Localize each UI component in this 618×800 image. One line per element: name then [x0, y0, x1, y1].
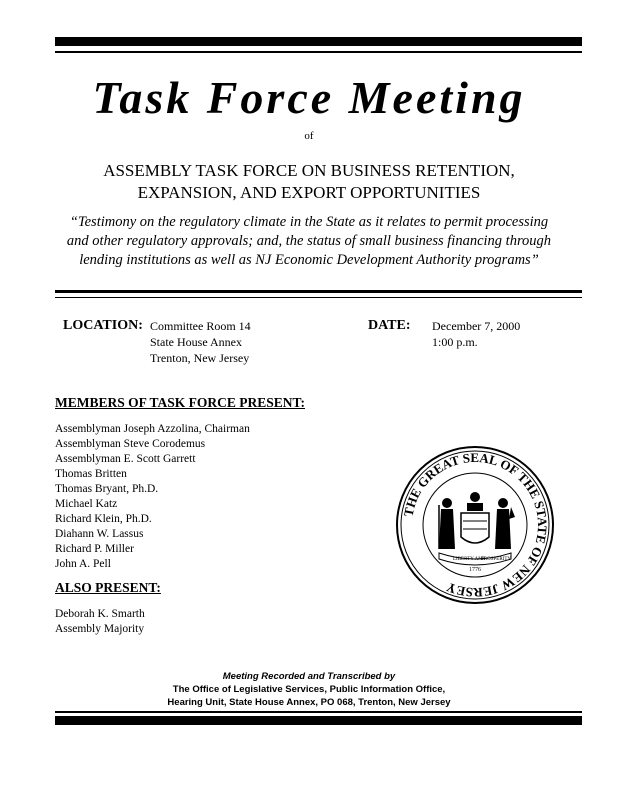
top-rule-thick [55, 37, 582, 46]
seal-ribbon-left: LIBERTY AND [453, 557, 486, 562]
bottom-rule-thick [55, 716, 582, 725]
date-label: DATE: [368, 318, 411, 333]
member-name: Diahann W. Lassus [55, 528, 144, 540]
member-name: Assemblyman Steve Corodemus [55, 438, 206, 450]
member-name: Michael Katz [55, 498, 118, 510]
seal-shield-icon [461, 492, 489, 543]
middle-rule-thick [55, 290, 582, 293]
members-list [55, 422, 250, 572]
member-name: Thomas Bryant, Ph.D. [55, 483, 159, 495]
bottom-rule-thin [55, 711, 582, 713]
committee-name [0, 160, 618, 204]
also-present-heading: ALSO PRESENT: [55, 580, 161, 595]
top-rule-thin [55, 51, 582, 53]
seal-figure-liberty-icon [439, 498, 455, 549]
members-heading: MEMBERS OF TASK FORCE PRESENT: [55, 395, 306, 410]
footer-line1: The Office of Legislative Services, Public Information Office, [172, 684, 446, 695]
of-word: of [304, 130, 314, 142]
seal-year: 1776 [469, 567, 481, 573]
member-name: John A. Pell [55, 558, 111, 570]
seal-ring-text: THE GREAT SEAL OF THE STATE OF NEW JERSEY [400, 449, 551, 601]
location-line: State House Annex [150, 335, 242, 349]
also-present-name: Deborah K. Smarth [55, 608, 145, 620]
location-line: Committee Room 14 [150, 319, 251, 333]
great-seal-of-new-jersey [395, 445, 555, 605]
page-title: Task Force Meeting [92, 72, 526, 123]
date-line: 1:00 p.m. [432, 335, 478, 349]
footer-title: Meeting Recorded and Transcribed by [222, 671, 396, 682]
footer-line2: Hearing Unit, State House Annex, PO 068, Trenton, New Jersey [167, 697, 451, 708]
also-present-list [55, 607, 145, 637]
committee-name-line1: ASSEMBLY TASK FORCE ON BUSINESS RETENTION, [103, 161, 515, 180]
location-value [150, 318, 251, 366]
seal-figure-ceres-icon [495, 498, 515, 549]
member-name: Assemblyman E. Scott Garrett [55, 453, 196, 465]
member-name: Thomas Britten [55, 468, 127, 480]
also-present-name: Assembly Majority [55, 623, 145, 635]
date-line: December 7, 2000 [432, 319, 521, 333]
location-line: Trenton, New Jersey [150, 351, 250, 365]
member-name: Assemblyman Joseph Azzolina, Chairman [55, 423, 250, 435]
member-name: Richard P. Miller [55, 543, 134, 555]
middle-rule-thin [55, 297, 582, 298]
member-name: Richard Klein, Ph.D. [55, 513, 152, 525]
location-label: LOCATION: [63, 318, 143, 333]
committee-name-line2: EXPANSION, AND EXPORT OPPORTUNITIES [137, 183, 481, 202]
transcription-credit [0, 670, 618, 709]
meeting-subject: “Testimony on the regulatory climate in the State as it relates to permit processing and other regulatory approvals; and, the status of small business financing through lending institutions as well as NJ Economic Development Authority programs” [66, 214, 552, 268]
date-value [432, 318, 520, 350]
seal-ribbon-right: PROSPERITY [481, 557, 512, 562]
